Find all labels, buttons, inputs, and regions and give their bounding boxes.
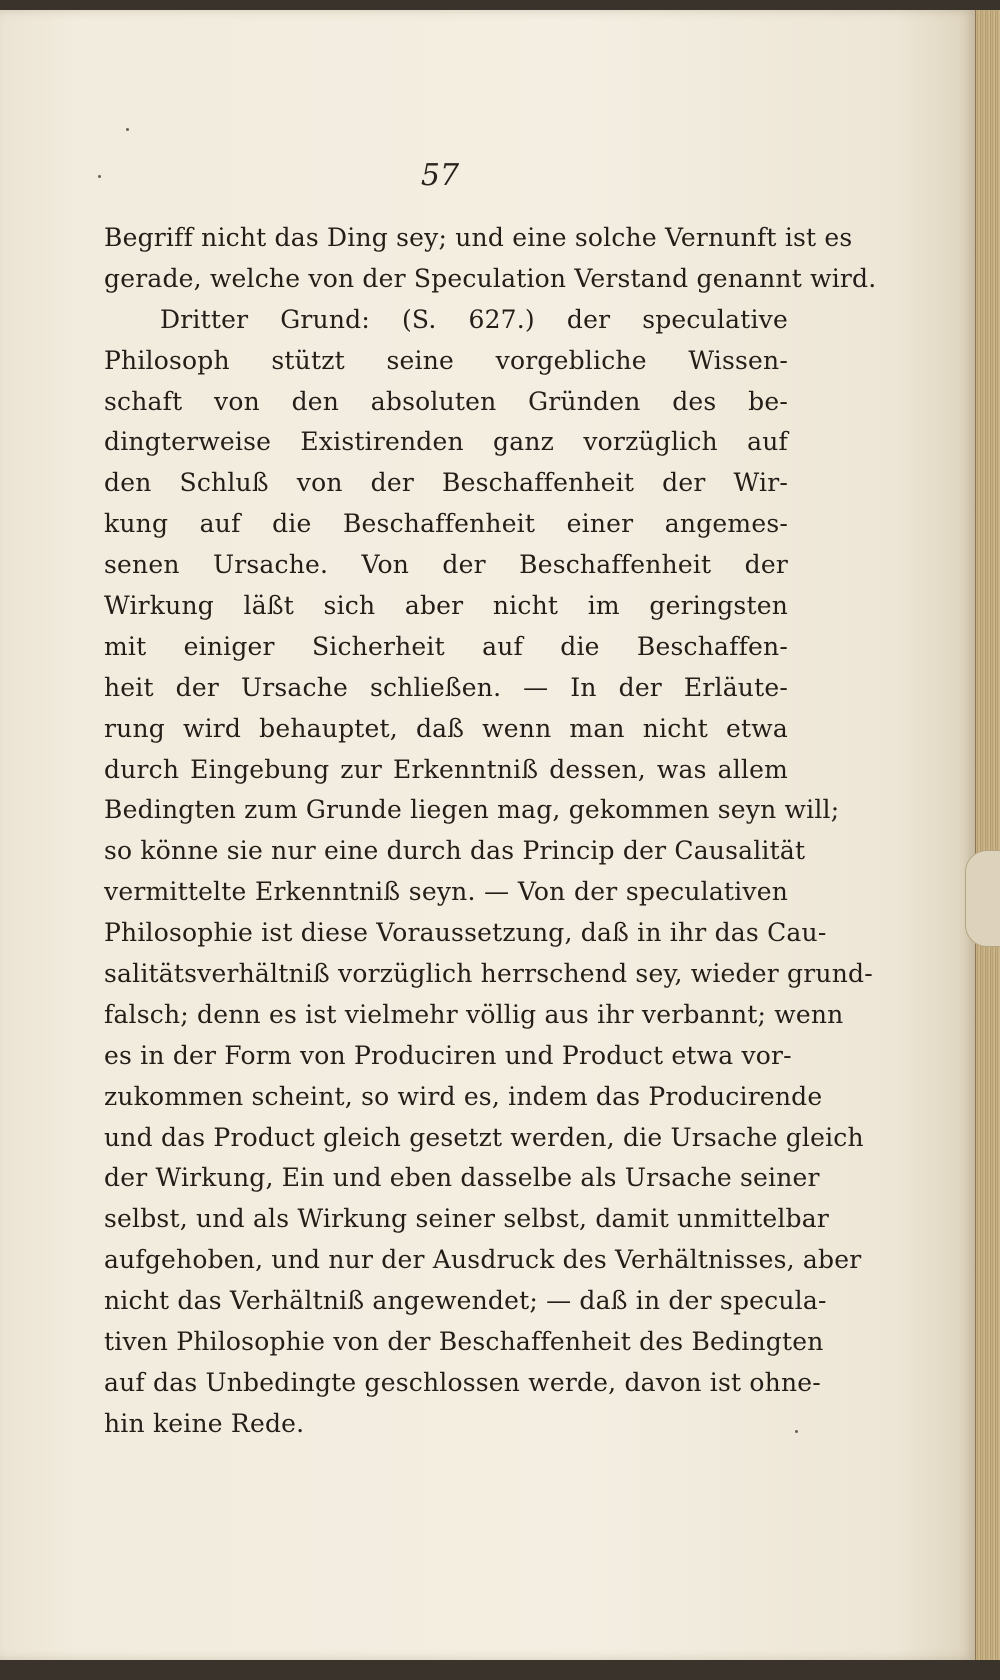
text-line: falsch; denn es ist vielmehr völlig aus ihr verbannt; wenn <box>104 999 844 1029</box>
text-line: durch Eingebung zur Erkenntniß dessen, was allem <box>104 754 788 784</box>
text-line: dingterweise Existirenden ganz vorzüglich auf <box>104 427 788 457</box>
ink-speck <box>795 1430 798 1433</box>
text-line: es in der Form von Produciren und Product etwa vor- <box>104 1040 792 1070</box>
thumb-tab <box>965 850 1000 947</box>
text-line: schaft von den absoluten Gründen des be- <box>104 386 788 416</box>
page-edges <box>975 10 1000 1660</box>
text-line: rung wird behauptet, daß wenn man nicht etwa <box>104 713 788 743</box>
text-line: nicht das Verhältniß angewendet; — daß in der specula- <box>104 1286 827 1316</box>
text-line: senen Ursache. Von der Beschaffenheit der <box>104 550 788 580</box>
text-line: kung auf die Beschaffenheit einer angemes- <box>104 509 788 539</box>
text-line: und das Product gleich gesetzt werden, die Ursache gleich <box>104 1122 864 1152</box>
text-line: zukommen scheint, so wird es, indem das Producirende <box>104 1081 823 1111</box>
body-text <box>104 218 877 1445</box>
text-line: Bedingten zum Grunde liegen mag, gekommen seyn will; <box>104 795 840 825</box>
book-page <box>0 10 975 1660</box>
ink-speck <box>126 128 129 131</box>
text-line: heit der Ursache schließen. — In der Erläute- <box>104 672 788 702</box>
text-line: Philosophie ist diese Voraussetzung, daß in ihr das Cau- <box>104 918 827 948</box>
text-line: so könne sie nur eine durch das Princip der Causalität <box>104 836 806 866</box>
text-line: auf das Unbedingte geschlossen werde, davon ist ohne- <box>104 1367 821 1397</box>
text-line: tiven Philosophie von der Beschaffenheit des Bedingten <box>104 1327 824 1357</box>
text-line: selbst, und als Wirkung seiner selbst, damit unmittelbar <box>104 1204 829 1234</box>
text-line: Philosoph stützt seine vorgebliche Wissen- <box>104 345 788 375</box>
text-line: mit einiger Sicherheit auf die Beschaffen- <box>104 631 788 661</box>
text-line: der Wirkung, Ein und eben dasselbe als Ursache seiner <box>104 1163 820 1193</box>
text-line: gerade, welche von der Speculation Verstand genannt wird. <box>104 263 877 293</box>
text-line: salitätsverhältniß vorzüglich herrschend sey, wieder grund- <box>104 959 873 989</box>
text-line: hin keine Rede. <box>104 1408 305 1438</box>
text-line: vermittelte Erkenntniß seyn. — Von der speculativen <box>104 877 788 907</box>
text-line: Dritter Grund: (S. 627.) der speculative <box>160 304 788 334</box>
text-line: Begriff nicht das Ding sey; und eine solche Vernunft ist es <box>104 223 853 252</box>
text-line: den Schluß von der Beschaffenheit der Wir- <box>104 468 788 498</box>
page-number: 57 <box>420 158 460 193</box>
text-line: aufgehoben, und nur der Ausdruck des Verhältnisses, aber <box>104 1245 862 1275</box>
text-line: Wirkung läßt sich aber nicht im geringsten <box>104 591 788 621</box>
